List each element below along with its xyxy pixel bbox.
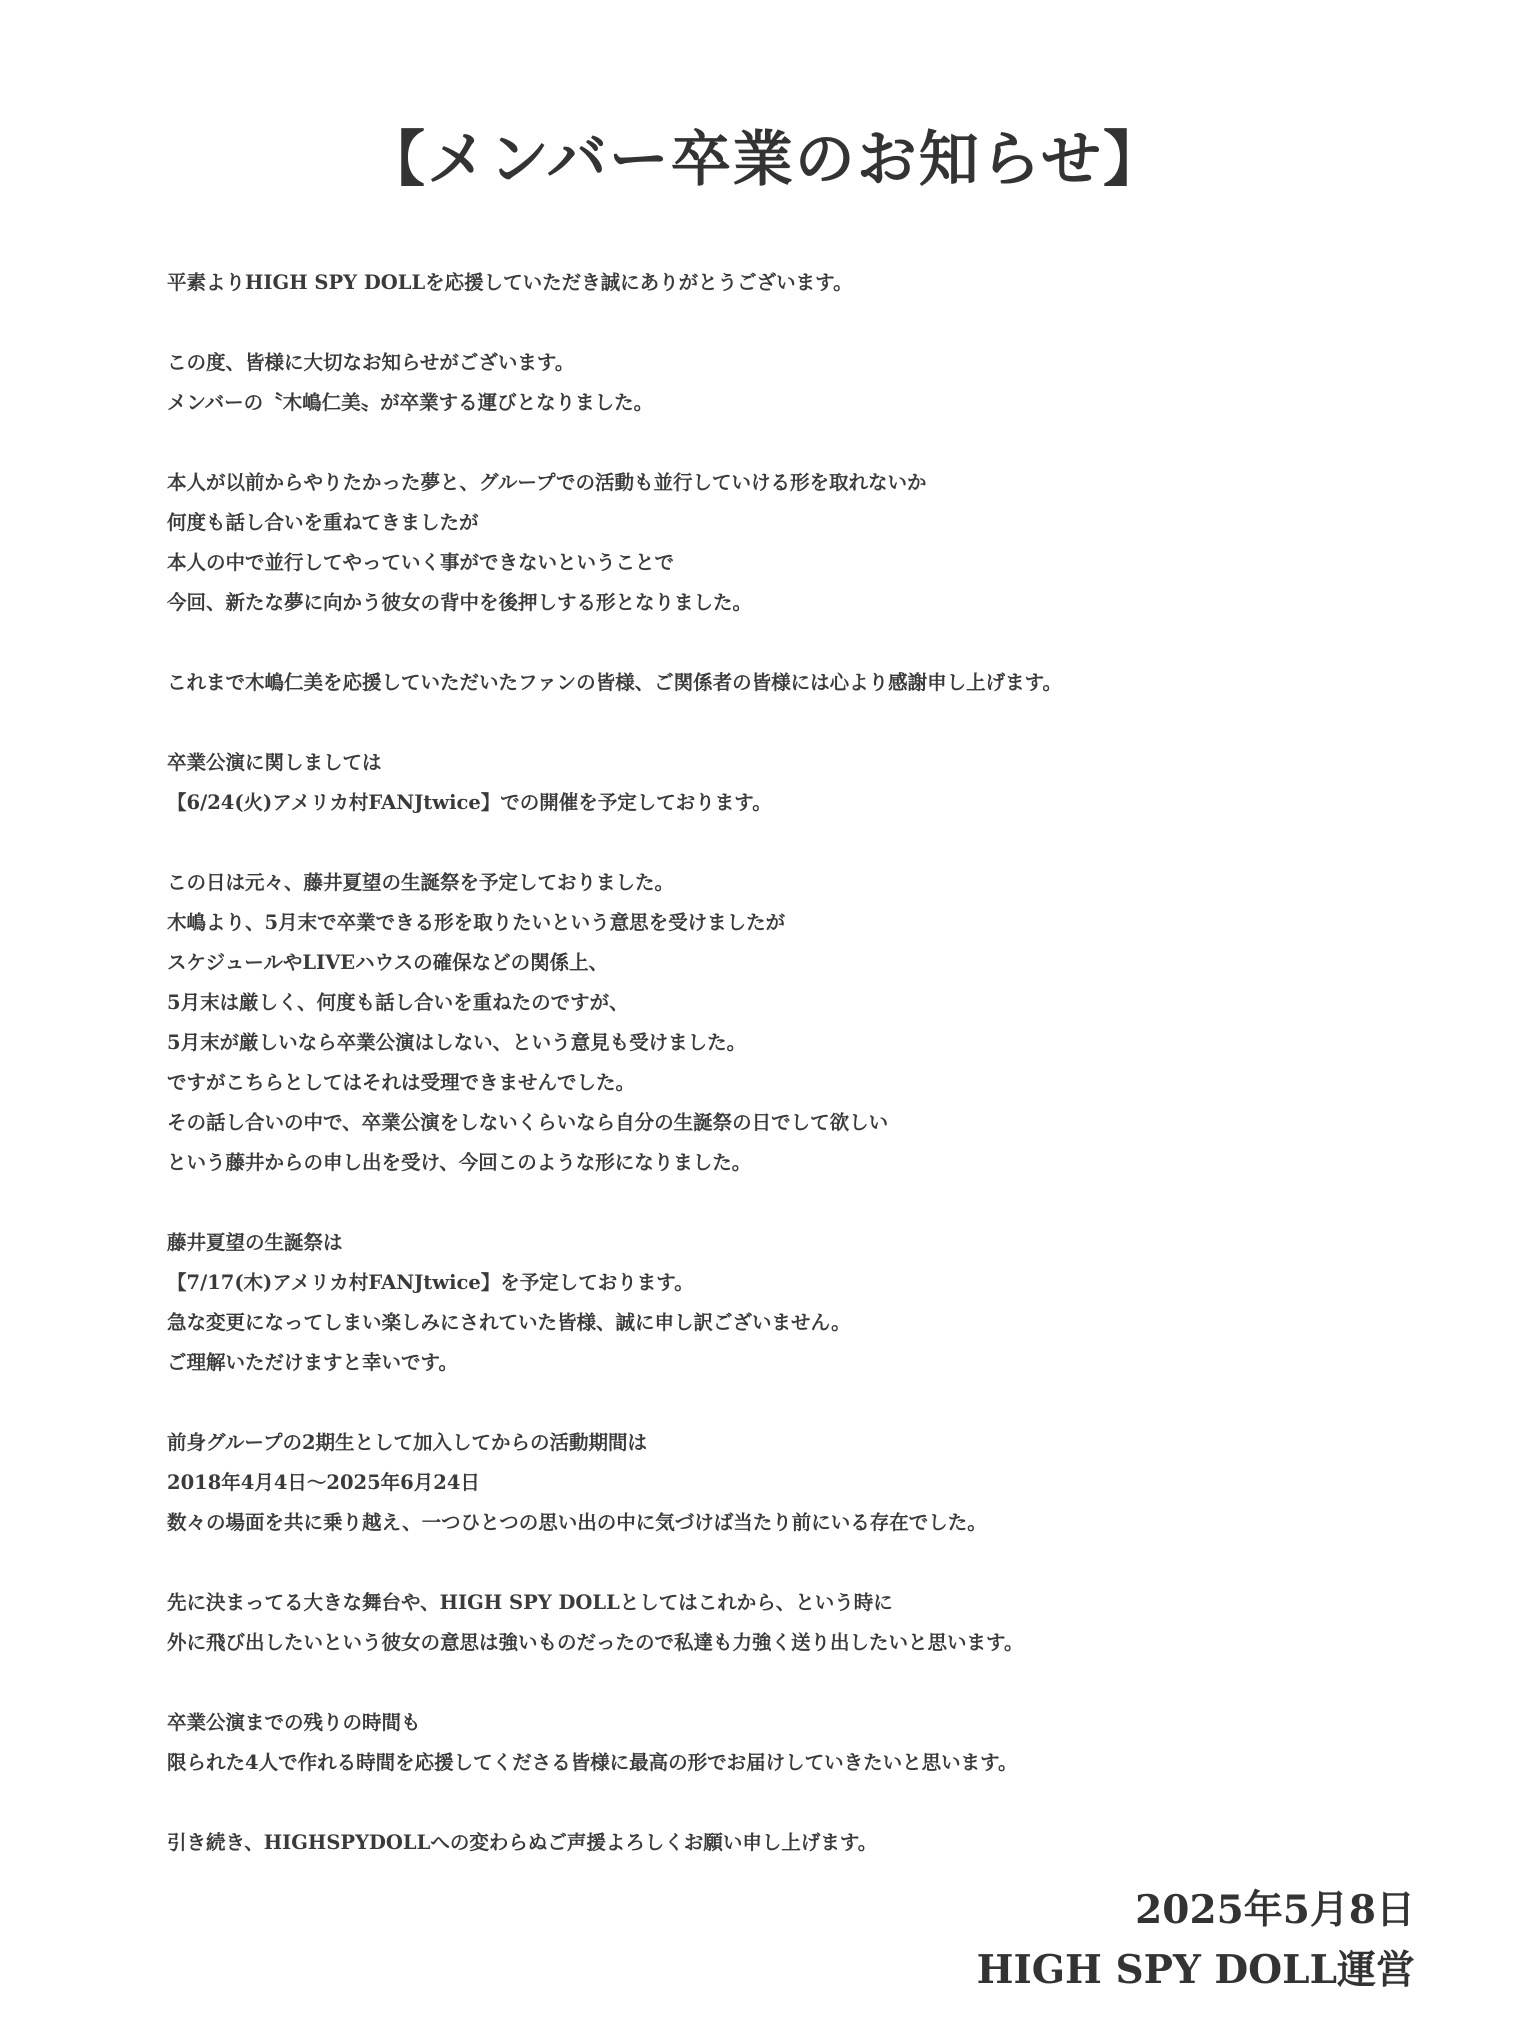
paragraph-line: 前身グループの2期生として加入してからの活動期間は — [167, 1431, 648, 1454]
paragraph-line: これまで木嶋仁美を応援していただいたファンの皆様、ご関係者の皆様には心より感謝申し上げます。 — [167, 671, 1063, 694]
paragraph-line: 【6/24(火)アメリカ村FANJtwice】での開催を予定しております。 — [167, 791, 772, 814]
paragraph — [167, 743, 1467, 823]
paragraph-line: 卒業公演に関しましては — [167, 751, 382, 774]
paragraph-line: 急な変更になってしまい楽しみにされていた皆様、誠に申し訳ございません。 — [167, 1311, 851, 1334]
paragraph-line: という藤井からの申し出を受け、今回このような形になりました。 — [167, 1151, 752, 1174]
paragraph — [167, 1823, 1467, 1863]
paragraph — [167, 263, 1467, 303]
paragraph-line: 藤井夏望の生誕祭は — [167, 1231, 343, 1254]
paragraph — [167, 463, 1467, 623]
paragraph-line: この日は元々、藤井夏望の生誕祭を予定しておりました。 — [167, 871, 675, 894]
paragraph-line: 本人の中で並行してやっていく事ができないということで — [167, 551, 675, 574]
paragraph-line: スケジュールやLIVEハウスの確保などの関係上、 — [167, 951, 609, 974]
paragraph — [167, 863, 1467, 1183]
paragraph-line: 数々の場面を共に乗り越え、一つひとつの思い出の中に気づけば当たり前にいる存在でした。 — [167, 1511, 987, 1534]
paragraph-line: ご理解いただけますと幸いです。 — [167, 1351, 458, 1374]
announcement-body — [167, 263, 1467, 1903]
paragraph-line: 何度も話し合いを重ねてきましたが — [167, 511, 479, 534]
signature-block — [977, 1880, 1415, 2000]
paragraph — [167, 1583, 1467, 1663]
paragraph-line: 木嶋より、5月末で卒業できる形を取りたいという意思を受けましたが — [167, 911, 786, 934]
paragraph-line: 外に飛び出したいという彼女の意思は強いものだったので私達も力強く送り出したいと思います。 — [167, 1631, 1024, 1654]
paragraph — [167, 343, 1467, 423]
paragraph-line: その話し合いの中で、卒業公演をしないくらいなら自分の生誕祭の日でして欲しい — [167, 1111, 889, 1134]
paragraph-line: 先に決まってる大きな舞台や、HIGH SPY DOLLとしてはこれから、という時に — [167, 1591, 893, 1614]
paragraph-line: メンバーの〝木嶋仁美〟が卒業する運びとなりました。 — [167, 391, 654, 414]
paragraph-line: 卒業公演までの残りの時間も — [167, 1711, 421, 1734]
paragraph — [167, 1423, 1467, 1543]
paragraph-line: 2018年4月4日〜2025年6月24日 — [167, 1471, 480, 1494]
paragraph-line: 5月末は厳しく、何度も話し合いを重ねたのですが、 — [167, 991, 629, 1014]
paragraph-line: この度、皆様に大切なお知らせがございます。 — [167, 351, 575, 374]
signature-date: 2025年5月8日 — [1135, 1887, 1415, 1933]
paragraph — [167, 1223, 1467, 1383]
paragraph-line: ですがこちらとしてはそれは受理できませんでした。 — [167, 1071, 636, 1094]
signature-organization: HIGH SPY DOLL運営 — [976, 1947, 1415, 1993]
paragraph-line: 本人が以前からやりたかった夢と、グループでの活動も並行していける形を取れないか — [167, 471, 927, 494]
paragraph — [167, 1703, 1467, 1783]
paragraph-line: 限られた4人で作れる時間を応援してくださる皆様に最高の形でお届けしていきたいと思います。 — [167, 1751, 1018, 1774]
paragraph-line: 【7/17(木)アメリカ村FANJtwice】を予定しております。 — [167, 1271, 694, 1294]
page-title: 【メンバー卒業のお知らせ】 — [365, 125, 1165, 195]
paragraph-line: 引き続き、HIGHSPYDOLLへの変わらぬご声援よろしくお願い申し上げます。 — [167, 1831, 878, 1854]
paragraph — [167, 663, 1467, 703]
paragraph-line: 5月末が厳しいなら卒業公演はしない、という意見も受けました。 — [167, 1031, 747, 1054]
paragraph-line: 今回、新たな夢に向かう彼女の背中を後押しする形となりました。 — [167, 591, 753, 614]
paragraph-line: 平素よりHIGH SPY DOLLを応援していただき誠にありがとうございます。 — [167, 271, 853, 294]
